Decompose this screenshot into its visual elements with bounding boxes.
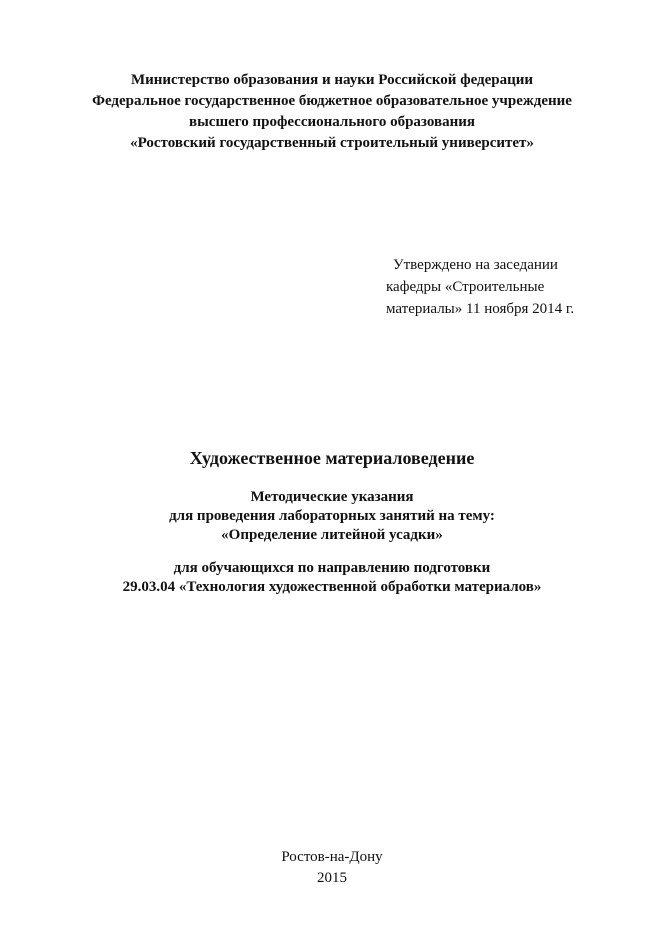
imprint-city: Ростов-на-Дону: [281, 849, 383, 865]
subtitle-line-topic: «Определение литейной усадки»: [221, 527, 443, 543]
approval-line-3: материалы» 11 ноября 2014 г.: [386, 301, 575, 317]
subtitle-line-type: Методические указания: [250, 489, 414, 505]
header-line-institution: Федеральное государственное бюджетное образовательное учреждение: [92, 93, 572, 109]
audience-line-1: для обучающихся по направлению подготовки: [173, 560, 491, 576]
approval-line-2: кафедры «Строительные: [386, 279, 545, 295]
document-title: Художественное материаловедение: [189, 448, 475, 468]
subtitle-line-purpose: для проведения лабораторных занятий на тему:: [169, 508, 495, 524]
imprint-year: 2015: [317, 870, 347, 886]
approval-note: [386, 254, 611, 320]
header-line-education-level: высшего профессионального образования: [188, 114, 475, 130]
document-subtitle: [0, 488, 664, 545]
approval-line-1: Утверждено на заседании: [393, 257, 558, 273]
header-line-ministry: Министерство образования и науки Российской федерации: [130, 72, 534, 88]
audience-line-program: 29.03.04 «Технология художественной обработки материалов»: [122, 579, 542, 595]
header-line-university: «Ростовский государственный строительный университет»: [130, 135, 534, 151]
imprint: [0, 847, 664, 889]
audience-note: [0, 559, 664, 597]
organization-header: [0, 70, 664, 154]
